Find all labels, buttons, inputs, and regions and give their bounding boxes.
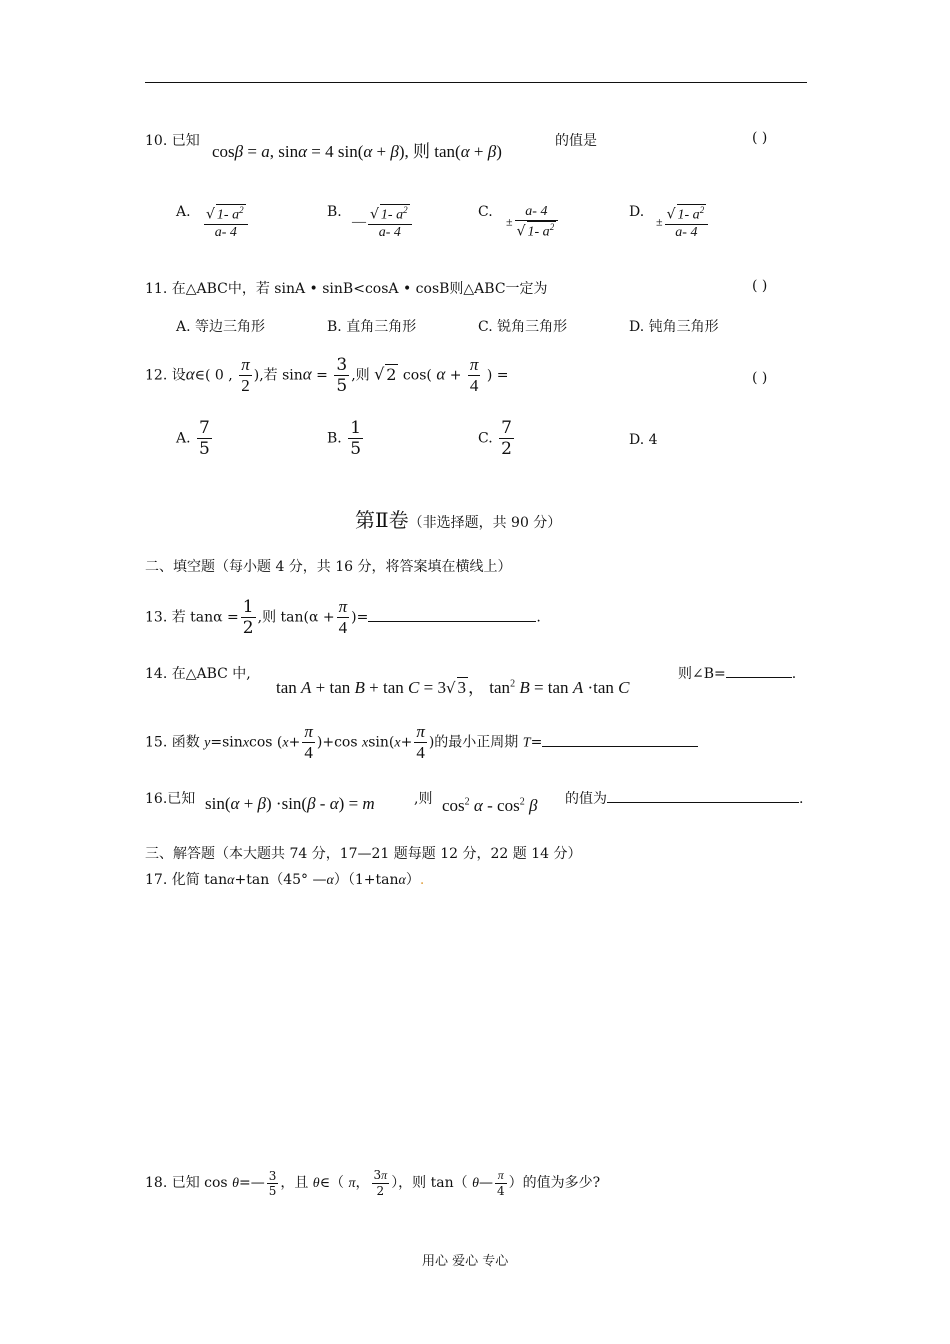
footer: 用心 爱心 专心 bbox=[422, 1254, 509, 1269]
q12-option-c: C. $\frac{7}{2}$ bbox=[478, 418, 512, 459]
q10-text: 已知 bbox=[171, 133, 200, 149]
q10-option-b-label: B. bbox=[327, 204, 342, 220]
q11-number: 11. bbox=[145, 281, 168, 297]
q15-answer-blank[interactable] bbox=[542, 732, 698, 747]
question-18: 18. 已知 cos θ=— $\frac{3}{5}$ ，且 θ∈（ π， $\frac{3\pi}{2}$ ），则 tan（ θ— $\frac{\pi}{4}$ ）的值为多少? bbox=[145, 1168, 601, 1198]
q12-number: 12. bbox=[145, 367, 168, 384]
question-12: 12. 设α∈( 0 , $\frac{\pi}{2}$ ),若 sinα = $\frac{3}{5}$ ,则 √ 2 cos( α + $\frac{\pi}{4}$ ) = bbox=[145, 355, 509, 396]
q10-answer-paren: ( ) bbox=[752, 130, 768, 146]
question-11 bbox=[145, 278, 548, 298]
q10-option-b: — $\frac{√ 1- a^2}{a- 4}$ bbox=[352, 204, 414, 241]
q10-option-a-label: A. bbox=[176, 204, 191, 220]
q10-option-d-label: D. bbox=[629, 204, 645, 220]
q14-formula: tan A + tan B + tan C = 3√ 3 ， $\tan^2 B = \tan A \cdot\tan$ C bbox=[276, 678, 630, 697]
q10-option-d: ± $\frac{√ 1- a^2}{a- 4}$ bbox=[656, 204, 710, 241]
q16-mid: ,则 bbox=[414, 791, 433, 807]
q12-option-b: B. $\frac{1}{5}$ bbox=[327, 418, 362, 459]
q11-option-d: D. 钝角三角形 bbox=[629, 319, 719, 335]
q11-answer-paren: ( ) bbox=[752, 278, 768, 294]
question-14: 14. 在△ABC 中, bbox=[145, 666, 251, 682]
q10-option-c: ± $\frac{a- 4}{√ 1- a^2}$ bbox=[506, 204, 560, 241]
q11-option-b: B. 直角三角形 bbox=[327, 319, 417, 335]
q10-suffix: 的值是 bbox=[555, 133, 597, 149]
q13-answer-blank[interactable] bbox=[368, 607, 536, 622]
part-2-heading: 二、填空题（每小题 4 分，共 16 分，将答案填在横线上） bbox=[145, 559, 512, 575]
q16-formula-2: $\cos^2 \alpha - \cos^2 \beta$ bbox=[442, 796, 538, 815]
q11-option-a: A. 等边三角形 bbox=[176, 319, 266, 335]
q10-option-a: $\frac{√ 1- a^2}{a- 4}$ bbox=[202, 204, 250, 241]
question-10 bbox=[145, 130, 200, 150]
section-2-title: 第Ⅱ卷（非选择题，共 90 分） bbox=[355, 508, 562, 532]
header-rule bbox=[145, 82, 807, 83]
q10-formula: cosβ = a, sinα = 4 sin(α + β), 则 tan(α + β) bbox=[212, 142, 502, 161]
q14-answer-blank[interactable] bbox=[726, 663, 792, 678]
q10-number: 10. bbox=[145, 133, 168, 149]
q12-answer-paren: ( ) bbox=[752, 370, 768, 386]
question-13: 13. 若 tanα = $\frac{1}{2}$ ,则 tan(α + $\frac{\pi}{4}$ )= . bbox=[145, 597, 541, 638]
q16-suffix: 的值为 . bbox=[565, 788, 803, 808]
q11-option-c: C. 锐角三角形 bbox=[478, 319, 568, 335]
part-3-heading: 三、解答题（本大题共 74 分，17—21 题每题 12 分，22 题 14 分） bbox=[145, 846, 582, 862]
q14-suffix: 则∠B= . bbox=[678, 663, 796, 683]
q10-option-c-label: C. bbox=[478, 204, 493, 220]
q11-text: 在△ABC中，若 sinA • sinB<cosA • cosB则△ABC一定为 bbox=[171, 281, 548, 297]
q16-formula: sin(α + β) ·sin(β - α) = m bbox=[205, 794, 375, 813]
q12-option-d: D. 4 bbox=[629, 432, 658, 448]
question-15: 15. 函数 y=sinxcos (x+ $\frac{\pi}{4}$ )+cos xsin(x+ $\frac{\pi}{4}$ )的最小正周期 T= bbox=[145, 722, 698, 763]
question-17: 17. 化简 tanα+tan（45° —α）（1+tanα）. bbox=[145, 872, 425, 888]
question-16: 16.已知 bbox=[145, 791, 196, 807]
q16-answer-blank[interactable] bbox=[607, 788, 799, 803]
q12-option-a: A. $\frac{7}{5}$ bbox=[176, 418, 210, 459]
